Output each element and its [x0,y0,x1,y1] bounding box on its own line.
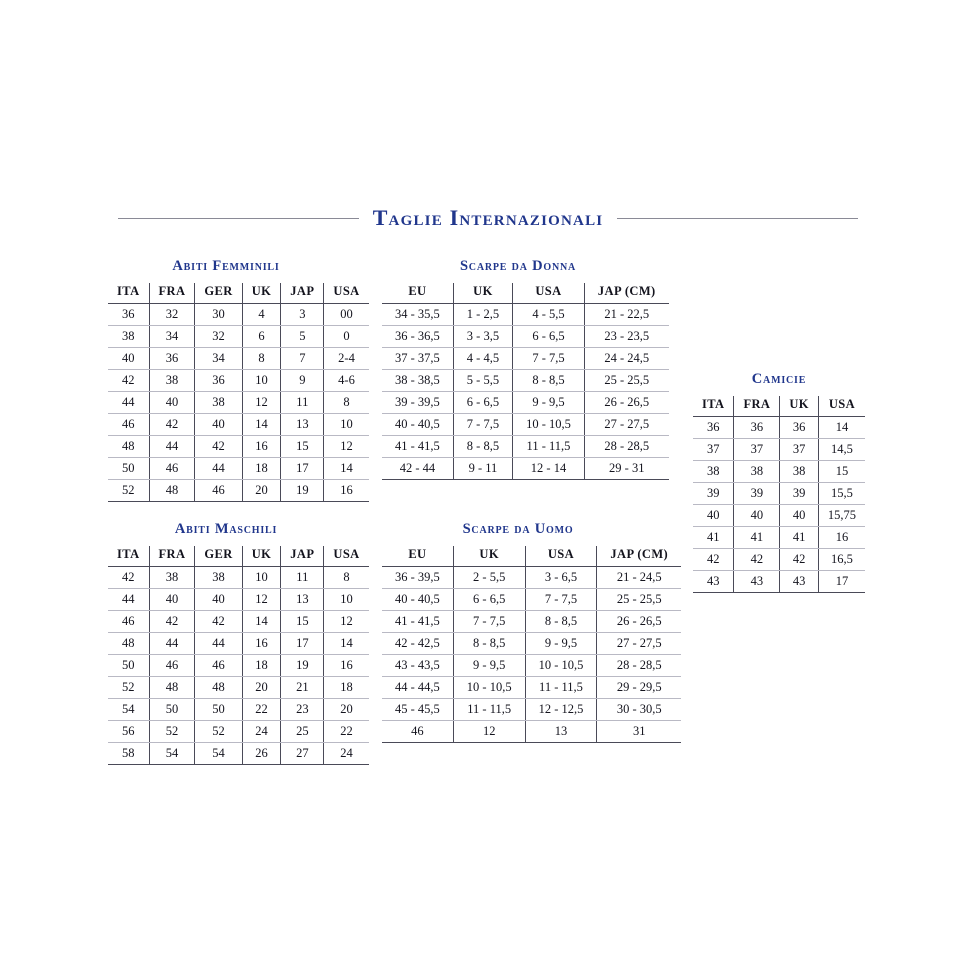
column-header: EU [382,546,453,567]
cell: 44 [108,392,149,414]
cell: 36 [693,417,734,439]
cell: 46 [108,611,149,633]
cell: 21 - 22,5 [584,304,668,326]
cell: 16 [242,633,281,655]
cell: 15 [281,436,324,458]
cell: 56 [108,721,149,743]
table-row [382,589,681,611]
document-title-row [118,205,858,231]
cell: 50 [149,699,195,721]
cell: 10 - 10,5 [513,414,585,436]
table-abiti-maschili [108,546,369,765]
cell: 29 - 29,5 [597,677,681,699]
table-header-row [693,396,865,417]
cell: 42 - 42,5 [382,633,453,655]
table-header-row [108,283,369,304]
cell: 52 [108,480,149,502]
title-rule-right [617,218,858,219]
cell: 3 - 3,5 [453,326,512,348]
cell: 38 - 38,5 [382,370,453,392]
cell: 54 [195,743,242,765]
cell: 39 - 39,5 [382,392,453,414]
cell: 5 - 5,5 [453,370,512,392]
cell: 22 [242,699,281,721]
cell: 54 [108,699,149,721]
cell: 13 [525,721,597,743]
cell: 26 [242,743,281,765]
cell: 41 - 41,5 [382,611,453,633]
table-row [108,699,369,721]
cell: 18 [242,458,281,480]
column-header: UK [242,546,281,567]
cell: 37 [693,439,734,461]
column-header: ITA [108,283,149,304]
column-header: FRA [149,283,195,304]
cell: 50 [195,699,242,721]
table-row [693,527,865,549]
column-header: USA [818,396,865,417]
cell: 36 [149,348,195,370]
cell: 10 [324,589,369,611]
table-row [382,392,669,414]
table-row [693,439,865,461]
cell: 46 [382,721,453,743]
cell: 16 [242,436,281,458]
table-row [108,304,369,326]
cell: 12 [324,611,369,633]
column-header: USA [525,546,597,567]
cell: 21 - 24,5 [597,567,681,589]
cell: 37 [734,439,780,461]
cell: 32 [149,304,195,326]
cell: 8 - 8,5 [453,633,525,655]
column-header: UK [453,546,525,567]
cell: 3 [281,304,324,326]
cell: 40 [734,505,780,527]
column-header: JAP (CM) [584,283,668,304]
cell: 16,5 [818,549,865,571]
cell: 14 [324,458,369,480]
section-scarpe-da-uomo [382,521,669,743]
cell: 34 [195,348,242,370]
cell: 42 [108,567,149,589]
cell: 22 [324,721,369,743]
cell: 6 - 6,5 [453,392,512,414]
cell: 40 [780,505,819,527]
table-row [693,571,865,593]
cell: 6 - 6,5 [453,589,525,611]
section-scarpe-da-donna [382,258,654,480]
cell: 16 [324,655,369,677]
cell: 12 - 14 [513,458,585,480]
cell: 17 [818,571,865,593]
section-abiti-femminili [108,258,360,502]
cell: 40 [195,589,242,611]
column-header: JAP (CM) [597,546,681,567]
cell: 46 [195,655,242,677]
table-camicie [693,396,865,593]
cell: 27 - 27,5 [584,414,668,436]
cell: 38 [149,567,195,589]
table-row [108,436,369,458]
cell: 28 - 28,5 [584,436,668,458]
cell: 14 [324,633,369,655]
column-header: UK [242,283,281,304]
cell: 37 - 37,5 [382,348,453,370]
table-row [382,436,669,458]
cell: 48 [149,480,195,502]
cell: 9 - 9,5 [453,655,525,677]
column-header: UK [780,396,819,417]
cell: 14 [242,414,281,436]
cell: 48 [108,633,149,655]
table-row [382,721,681,743]
cell: 7 - 7,5 [525,589,597,611]
cell: 14,5 [818,439,865,461]
cell: 2 - 5,5 [453,567,525,589]
cell: 8 [324,567,369,589]
cell: 40 [693,505,734,527]
cell: 10 - 10,5 [525,655,597,677]
cell: 11 [281,567,324,589]
cell: 42 [108,370,149,392]
cell: 6 [242,326,281,348]
table-header-row [382,546,681,567]
table-row [693,483,865,505]
table-row [382,699,681,721]
table-row [108,414,369,436]
table-header-row [108,546,369,567]
cell: 9 - 9,5 [513,392,585,414]
section-title-camicie: Camicie [751,371,807,387]
cell: 2-4 [324,348,369,370]
table-row [108,480,369,502]
table-row [108,655,369,677]
cell: 54 [149,743,195,765]
table-row [382,370,669,392]
cell: 38 [693,461,734,483]
table-row [382,677,681,699]
cell: 25 [281,721,324,743]
table-row [693,549,865,571]
cell: 8 - 8,5 [525,611,597,633]
cell: 12 [453,721,525,743]
column-header: USA [324,283,369,304]
cell: 25 - 25,5 [584,370,668,392]
column-header: UK [453,283,512,304]
cell: 27 [281,743,324,765]
table-row [108,348,369,370]
table-row [382,567,681,589]
cell: 9 - 11 [453,458,512,480]
table-header-row [382,283,669,304]
section-camicie [690,371,868,593]
cell: 32 [195,326,242,348]
cell: 52 [195,721,242,743]
table-row [693,461,865,483]
cell: 1 - 2,5 [453,304,512,326]
cell: 18 [324,677,369,699]
cell: 15,5 [818,483,865,505]
cell: 38 [195,392,242,414]
cell: 10 [242,567,281,589]
cell: 36 [734,417,780,439]
table-row [108,326,369,348]
cell: 8 - 8,5 [453,436,512,458]
cell: 30 - 30,5 [597,699,681,721]
table-row [382,655,681,677]
table-row [693,505,865,527]
cell: 50 [108,458,149,480]
cell: 4-6 [324,370,369,392]
cell: 17 [281,458,324,480]
table-row [382,611,681,633]
cell: 34 [149,326,195,348]
cell: 8 [242,348,281,370]
cell: 29 - 31 [584,458,668,480]
cell: 24 [324,743,369,765]
cell: 15 [818,461,865,483]
cell: 26 - 26,5 [584,392,668,414]
cell: 27 - 27,5 [597,633,681,655]
cell: 20 [324,699,369,721]
section-abiti-maschili [108,521,360,765]
cell: 39 [734,483,780,505]
table-row [382,414,669,436]
cell: 39 [693,483,734,505]
cell: 26 - 26,5 [597,611,681,633]
table-abiti-femminili [108,283,369,502]
cell: 42 [149,611,195,633]
cell: 38 [108,326,149,348]
cell: 14 [242,611,281,633]
cell: 45 - 45,5 [382,699,453,721]
cell: 46 [149,655,195,677]
table-row [382,326,669,348]
cell: 10 [324,414,369,436]
cell: 38 [195,567,242,589]
cell: 16 [324,480,369,502]
cell: 46 [108,414,149,436]
cell: 43 [734,571,780,593]
section-title-abiti-femminili: Abiti Femminili [172,258,280,274]
table-row [382,304,669,326]
cell: 42 [734,549,780,571]
column-header: JAP [281,283,324,304]
cell: 6 - 6,5 [513,326,585,348]
cell: 50 [108,655,149,677]
column-header: GER [195,283,242,304]
cell: 40 [195,414,242,436]
cell: 0 [324,326,369,348]
column-header: FRA [734,396,780,417]
cell: 25 - 25,5 [597,589,681,611]
cell: 11 [281,392,324,414]
cell: 9 - 9,5 [525,633,597,655]
page-title: Taglie Internazionali [372,205,604,230]
column-header: USA [513,283,585,304]
column-header: GER [195,546,242,567]
cell: 36 [780,417,819,439]
table-row [108,721,369,743]
cell: 10 - 10,5 [453,677,525,699]
cell: 44 [195,458,242,480]
table-row [382,633,681,655]
table-scarpe-da-donna [382,283,669,480]
cell: 38 [734,461,780,483]
column-header: ITA [693,396,734,417]
cell: 7 [281,348,324,370]
cell: 39 [780,483,819,505]
table-row [108,743,369,765]
cell: 3 - 6,5 [525,567,597,589]
cell: 13 [281,414,324,436]
column-header: EU [382,283,453,304]
table-row [108,458,369,480]
cell: 46 [195,480,242,502]
cell: 34 - 35,5 [382,304,453,326]
cell: 38 [149,370,195,392]
cell: 23 [281,699,324,721]
cell: 12 - 12,5 [525,699,597,721]
cell: 40 - 40,5 [382,414,453,436]
cell: 11 - 11,5 [453,699,525,721]
section-title-scarpe-da-donna: Scarpe da Donna [459,258,577,274]
table-row [693,417,865,439]
cell: 7 - 7,5 [513,348,585,370]
cell: 48 [108,436,149,458]
column-header: ITA [108,546,149,567]
title-rule-left [118,218,359,219]
cell: 40 [149,589,195,611]
table-row [108,589,369,611]
cell: 17 [281,633,324,655]
cell: 15 [281,611,324,633]
cell: 4 - 4,5 [453,348,512,370]
cell: 52 [108,677,149,699]
cell: 5 [281,326,324,348]
cell: 18 [242,655,281,677]
cell: 24 [242,721,281,743]
table-row [108,392,369,414]
cell: 36 [108,304,149,326]
cell: 9 [281,370,324,392]
cell: 7 - 7,5 [453,611,525,633]
cell: 16 [818,527,865,549]
cell: 58 [108,743,149,765]
table-row [382,348,669,370]
section-title-scarpe-da-uomo: Scarpe da Uomo [462,521,574,537]
cell: 44 [149,436,195,458]
cell: 10 [242,370,281,392]
cell: 13 [281,589,324,611]
cell: 19 [281,655,324,677]
cell: 43 [693,571,734,593]
cell: 46 [149,458,195,480]
table-scarpe-da-uomo [382,546,681,743]
cell: 40 [149,392,195,414]
column-header: USA [324,546,369,567]
cell: 8 [324,392,369,414]
cell: 19 [281,480,324,502]
cell: 4 - 5,5 [513,304,585,326]
cell: 42 [149,414,195,436]
cell: 20 [242,480,281,502]
cell: 30 [195,304,242,326]
cell: 44 [108,589,149,611]
table-row [108,567,369,589]
cell: 42 [693,549,734,571]
cell: 28 - 28,5 [597,655,681,677]
column-header: FRA [149,546,195,567]
cell: 21 [281,677,324,699]
cell: 31 [597,721,681,743]
cell: 41 [780,527,819,549]
cell: 12 [242,392,281,414]
table-row [108,633,369,655]
cell: 42 [780,549,819,571]
table-row [108,611,369,633]
cell: 36 - 39,5 [382,567,453,589]
section-title-abiti-maschili: Abiti Maschili [174,521,278,537]
cell: 38 [780,461,819,483]
cell: 41 [734,527,780,549]
cell: 40 [108,348,149,370]
cell: 00 [324,304,369,326]
cell: 15,75 [818,505,865,527]
cell: 43 [780,571,819,593]
cell: 42 - 44 [382,458,453,480]
cell: 12 [324,436,369,458]
cell: 23 - 23,5 [584,326,668,348]
cell: 42 [195,436,242,458]
cell: 44 - 44,5 [382,677,453,699]
cell: 14 [818,417,865,439]
table-row [108,370,369,392]
cell: 41 - 41,5 [382,436,453,458]
cell: 11 - 11,5 [525,677,597,699]
cell: 44 [195,633,242,655]
cell: 37 [780,439,819,461]
cell: 48 [149,677,195,699]
cell: 7 - 7,5 [453,414,512,436]
column-header: JAP [281,546,324,567]
cell: 41 [693,527,734,549]
cell: 48 [195,677,242,699]
cell: 12 [242,589,281,611]
cell: 4 [242,304,281,326]
cell: 43 - 43,5 [382,655,453,677]
cell: 40 - 40,5 [382,589,453,611]
cell: 36 [195,370,242,392]
table-row [382,458,669,480]
table-row [108,677,369,699]
cell: 8 - 8,5 [513,370,585,392]
cell: 20 [242,677,281,699]
cell: 44 [149,633,195,655]
cell: 24 - 24,5 [584,348,668,370]
cell: 11 - 11,5 [513,436,585,458]
cell: 36 - 36,5 [382,326,453,348]
cell: 42 [195,611,242,633]
cell: 52 [149,721,195,743]
